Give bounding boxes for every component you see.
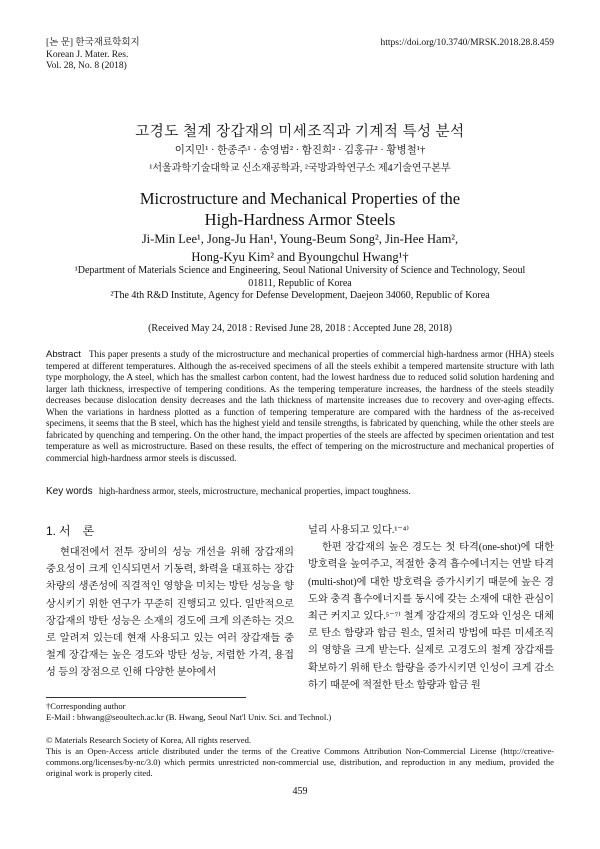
abstract — [46, 349, 554, 464]
journal-name-en: Korean J. Mater. Res. — [46, 49, 129, 60]
body-paragraph: 한편 장갑재의 높은 경도는 첫 타격(one-shot)에 대한 방호력을 높여주고, 적절한 충격 흡수에너지는 연발 타격(multi-shot)에 대한 방호력을 증가시키기 때문에 높은 경도와 충격 흡수에너지를 동시에 갖는 소재에 대한 관심이 최근 커지고 있다.⁵⁻⁷⁾ 철계 장갑재의 경도와 인성은 대체로 탄소 함량과 합금 원소, 열처리 방법에 따른 미세조직의 영향을 크게 받는다. 실제로 고경도의 철계 장갑재를 확보하기 위해 탄소 함량을 증가시키면 인성이 크게 감소하기 때문에 적절한 탄소 함량과 합금 원 — [308, 542, 554, 691]
footnote-email: E-Mail : bhwang@seoultech.ac.kr (B. Hwang, Seoul Nat'l Univ. Sci. and Technol.) — [46, 712, 332, 722]
authors-korean: 이지민¹ · 한종주¹ · 송영범² · 함진희² · 김홍규² · 황병철¹† — [174, 145, 426, 156]
body-column-right — [308, 522, 554, 694]
page-number: 459 — [292, 786, 308, 797]
footnote-license-block — [46, 735, 554, 779]
section-number: 1. — [46, 524, 57, 538]
abstract-text: This paper presents a study of the microstructure and mechanical properties of commercial high-hardness armor (HHA) steels tempered at different temperatures. Although the as-received specimens of all the steels exhibit a tempered martensite structure with lath type morphology, the A steel, which has the smallest carbon content, had the lowest hardness due to reduced solid solution hardening and larger lath thickness, irrespective of tempering conditions. As the tempering temperature increases, the hardness of the steels steadily decreases because dislocation density decreases and the lath thickness of martensite increases due to recovery and over-aging effects. When the variations in hardness plotted as a function of tempering temperature are compared with the hardness of the as-received specimens, it seems that the B steel, which has the highest yield and tensile strengths, is fabricated by quenching, while the other steels are fabricated by quenching and tempering. On the other hand, the impact properties of the steels are affected by specimen orientation and test temperature as well as microstructure. Based on these results, the effect of tempering on the microstructure and mechanical properties of commercial high-hardness armor steels is discussed. — [46, 349, 554, 463]
journal-volume: Vol. 28, No. 8 (2018) — [46, 61, 127, 71]
journal-header — [46, 38, 140, 73]
affiliation-2: ²The 4th R&D Institute, Agency for Defense Development, Daejeon 34060, Republic of Korea — [110, 290, 490, 301]
footnote-corresponding: †Corresponding author — [46, 701, 126, 711]
body-column-left: 현대전에서 전투 장비의 성능 개선을 위해 장갑재의 중요성이 크게 인식되면서 기동력, 화력을 대표하는 장갑차량의 생존성에 직결적인 영향을 미치는 방탄 성능을 향상시키기 위한 연구가 꾸준히 진행되고 있다. 일반적으로 장갑재의 방탄 성능은 소재의 경도에 크게 의존하는 것으로 알려져 있는데 현재 사용되고 있는 여러 장갑재들 중 철계 장갑재는 높은 경도와 방탄 성능, 저렴한 가격, 용접성 등의 장점으로 인해 다양한 분야에서 — [46, 547, 294, 679]
affiliation-1: ¹Department of Materials Science and Engineering, Seoul National University of Science and Technology, Seoul 01811, Republic of Korea — [74, 265, 526, 289]
keywords-text: high-hardness armor, steels, microstructure, mechanical properties, impact toughness. — [98, 486, 411, 496]
doi-link[interactable]: https://doi.org/10.3740/MRSK.2018.28.8.459 — [380, 38, 554, 48]
section-heading — [46, 522, 94, 539]
section-title: 서 론 — [59, 524, 95, 538]
footnote-divider — [46, 697, 246, 698]
keywords-label: Key words — [46, 486, 93, 497]
title-korean: 고경도 철계 장갑재의 미세조직과 기계적 특성 분석 — [135, 124, 465, 140]
authors-english-line1: Ji-Min Lee¹, Jong-Ju Han¹, Young-Beum Song², Jin-Hee Ham², — [141, 232, 459, 246]
footnote-license: This is an Open-Access article distributed under the terms of the Creative Commons Attribution Non-Commercial License (http://creative-commons.org/licenses/by-nc/3.0) which permits unrestricted non-commercial use, distribution, and reproduction in any medium, provided the original work is properly cited. — [46, 746, 554, 778]
received-dates: (Received May 24, 2018 : Revised June 28, 2018 : Accepted June 28, 2018) — [148, 323, 452, 334]
affiliations-korean: ¹서울과학기술대학교 신소재공학과, ²국방과학연구소 제4기술연구본부 — [149, 163, 451, 174]
abstract-label: Abstract — [46, 349, 81, 360]
title-english — [0, 188, 600, 230]
title-english-line2: High-Hardness Armor Steels — [204, 210, 396, 229]
title-english-line1: Microstructure and Mechanical Properties of the — [139, 189, 461, 208]
footnote-copyright: © Materials Research Society of Korea, All rights reserved. — [46, 735, 252, 745]
footnote-author — [46, 701, 554, 723]
journal-name-ko: [논 문] 한국재료학회지 — [46, 38, 140, 48]
affiliations-english — [60, 265, 540, 303]
keywords — [46, 486, 554, 497]
authors-english — [0, 230, 600, 266]
body-paragraph-continued: 널리 사용되고 있다.¹⁻⁴⁾ — [308, 525, 409, 536]
authors-english-line2: Hong-Kyu Kim² and Byoungchul Hwang¹† — [191, 250, 409, 264]
